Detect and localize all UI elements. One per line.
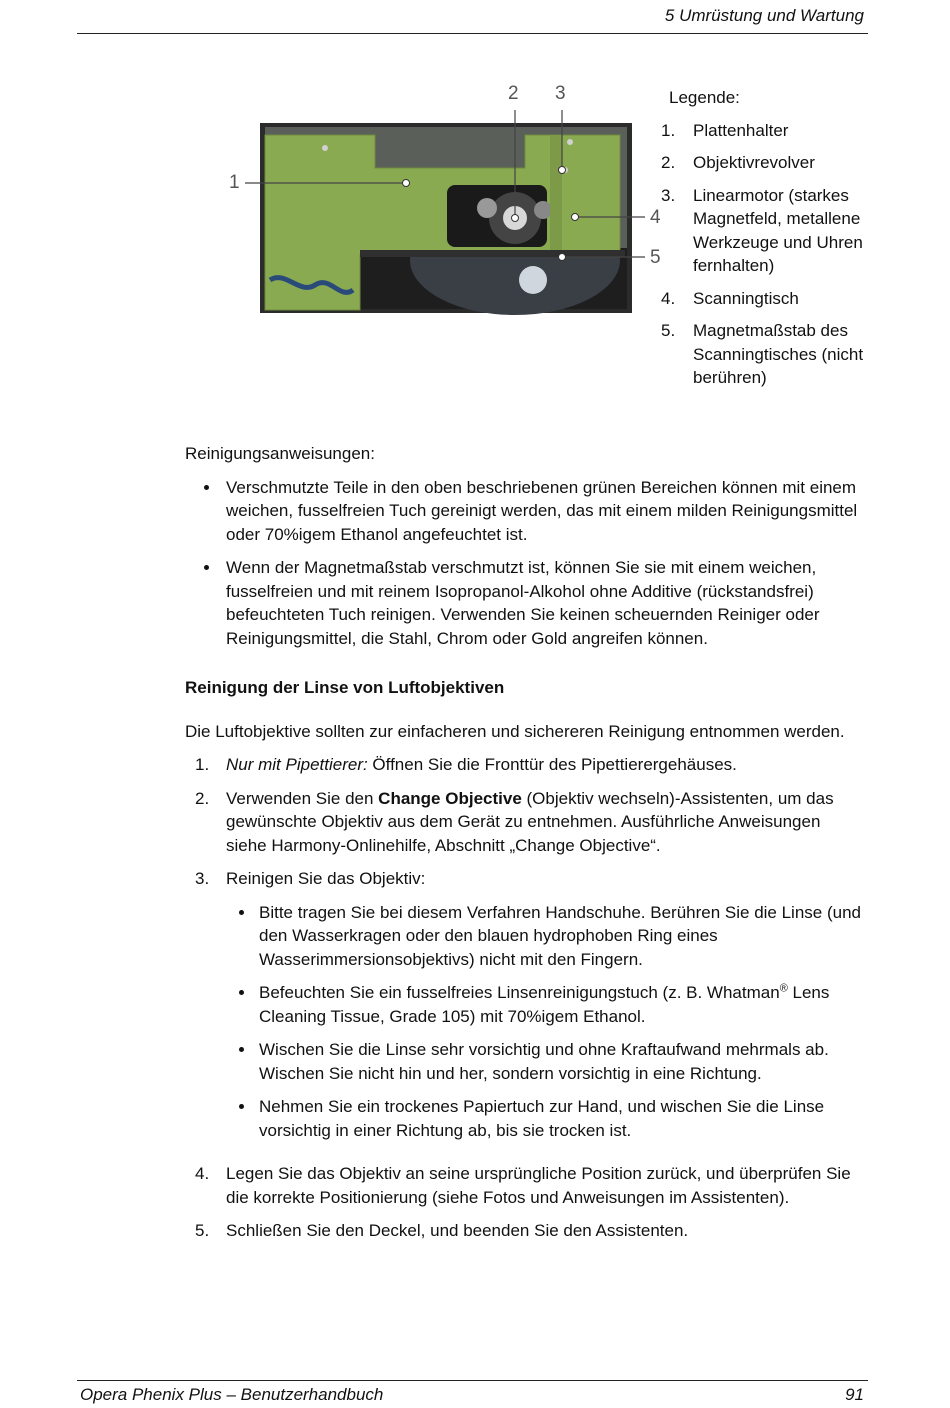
legend-text: Plattenhalter [693,120,789,140]
step-text [226,753,865,777]
callout-dot-4 [572,214,579,221]
sub-bullet-item [226,1038,865,1085]
bullet-text: Wenn der Magnetmaßstab verschmutzt ist, können Sie sie mit einem weichen, fusselfreien und mit reinem Isopropanol-Alkohol ohne Additive (rückstandsfrei) befeuchteten Tuch reinigen. Verwenden Sie keinen scheuernden Reiniger oder Reinigungsmittel, die Stahl, Chrom oder Gold angreifen können. [226,558,820,648]
legend-item [661,287,876,311]
footer-title: Opera Phenix Plus – Benutzerhandbuch [80,1385,384,1404]
bullet-icon [185,556,226,650]
step-item [185,753,865,777]
legend-num: 4. [661,288,676,308]
bullet-icon [226,901,259,972]
legend-text: Linearmotor (starkes Magnetfeld, metallene Werkzeuge und Uhren fernhalten) [693,185,863,275]
legend-title: Legende: [669,88,740,107]
screw [322,145,328,151]
step-item [185,1162,865,1209]
registered-mark: ® [779,982,788,995]
step-number: 4. [195,1164,210,1183]
figure-legend [661,86,876,399]
magnetic-scale [360,250,625,257]
legend-num: 5. [661,321,676,340]
bullet-item [185,556,865,650]
callout-dot-1 [403,180,410,187]
objective-lens-3 [534,201,552,219]
sub-bullet-text: Nehmen Sie ein trockenes Papiertuch zur Hand, und wischen Sie die Linse vorsichtig in einer Richtung ab, bis sie trocken ist. [259,1097,825,1140]
bullet-icon [185,476,226,547]
callout-label-4: 4 [650,207,661,228]
step-text-pre: Verwenden Sie den [226,788,379,808]
legend-item [661,184,876,278]
steps-list [185,753,865,1243]
step-text-rest: Öffnen Sie die Fronttür des Pipettierergehäuses. [367,755,737,774]
legend-num: 3. [661,185,676,205]
legend-text: Magnetmaßstab des Scanningtisches (nicht berühren) [693,321,864,387]
bullet-icon [226,1095,259,1142]
legend-item [661,151,876,175]
sub-bullet-item [226,901,865,972]
step-number: 3. [195,869,210,888]
bullet-text: Verschmutzte Teile in den oben beschriebenen grünen Bereichen können mit einem weichen, fusselfreien Tuch gereinigt werden, das mit einem milden Reinigungsmittel oder 70%igem Ethanol angefeuchtet ist. [226,477,858,544]
step-text: Schließen Sie den Deckel, und beenden Sie den Assistenten. [226,1221,689,1240]
cleaning-bullets [185,476,865,651]
running-header: 5 Umrüstung und Wartung [664,6,864,25]
sub-bullet-text [259,981,865,1028]
objective-lens-2 [477,198,497,218]
legend-num: 1. [661,120,676,140]
legend-item [661,319,876,390]
instrument-figure [225,80,670,320]
objective-lens-4 [519,266,547,294]
sub-bullet-text-post: Lens Cleaning Tissue, Grade 105) mit 70%igem Ethanol. [259,983,830,1026]
step-text-main: Reinigen Sie das Objektiv: [226,869,426,888]
bullet-icon [226,1038,259,1085]
sub-bullet-text: Wischen Sie die Linse sehr vorsichtig und ohne Kraftaufwand mehrmals ab. Wischen Sie nicht hin und her, sondern vorsichtig in eine Richtung. [259,1040,829,1083]
wizard-name: Change Objective [378,788,522,808]
legend-text: Objektivrevolver [693,153,815,172]
footer-rule [77,1380,868,1381]
screw [567,139,573,145]
sub-bullet-item [226,1095,865,1142]
step-text [226,787,865,858]
sub-bullet-item [226,981,865,1028]
header-rule [77,33,868,34]
step-text [226,867,865,1152]
callout-label-5: 5 [650,247,661,268]
callout-label-1: 1 [229,172,240,193]
bullet-icon [226,981,259,1028]
callout-label-2: 2 [508,83,519,104]
legend-list [661,119,876,390]
scanning-stage-photo [225,80,670,320]
callout-dot-5 [559,254,566,261]
cleaning-intro: Reinigungsanweisungen: [185,444,375,463]
bullet-item [185,476,865,547]
step-item [185,1219,865,1243]
step-number: 2. [195,788,210,808]
callout-dot-3 [559,167,566,174]
main-content [185,442,865,1253]
legend-text: Scanningtisch [693,288,799,308]
sub-bullets [226,901,865,1143]
step-number: 1. [195,755,210,774]
step-item [185,787,865,858]
step-condition: Nur mit Pipettierer: [226,755,368,774]
sub-bullet-text: Bitte tragen Sie bei diesem Verfahren Handschuhe. Berühren Sie die Linse (und den Wasserkragen oder den blauen hydrophoben Ring eines Wasserimmersionsobjektivs) nicht mit den Fingern. [259,902,861,969]
linear-motor-rail [550,135,562,250]
sub-bullet-text-pre: Befeuchten Sie ein fusselfreies Linsenreinigungstuch (z. B. Whatman [259,983,780,1002]
callout-dot-2 [512,215,519,222]
callout-label-3: 3 [555,83,566,104]
step-text: Legen Sie das Objektiv an seine ursprüngliche Position zurück, und überprüfen Sie die korrekte Positionierung (siehe Fotos und Anweisungen im Assistenten). [226,1164,851,1207]
lens-intro: Die Luftobjektive sollten zur einfacheren und sichereren Reinigung entnommen werden. [185,721,845,741]
legend-item [661,119,876,143]
step-number: 5. [195,1221,210,1240]
page-number: 91 [845,1385,864,1404]
section-heading: Reinigung der Linse von Luftobjektiven [185,678,505,697]
legend-num: 2. [661,153,676,172]
step-text-rest: (Objektiv wechseln)-Assistenten, um das gewünschte Objektiv aus dem Gerät zu entnehmen. Ausführliche Anweisungen siehe Harmony-Onlinehilfe, Abschnitt „Change Objective“. [226,788,834,855]
step-item [185,867,865,1152]
